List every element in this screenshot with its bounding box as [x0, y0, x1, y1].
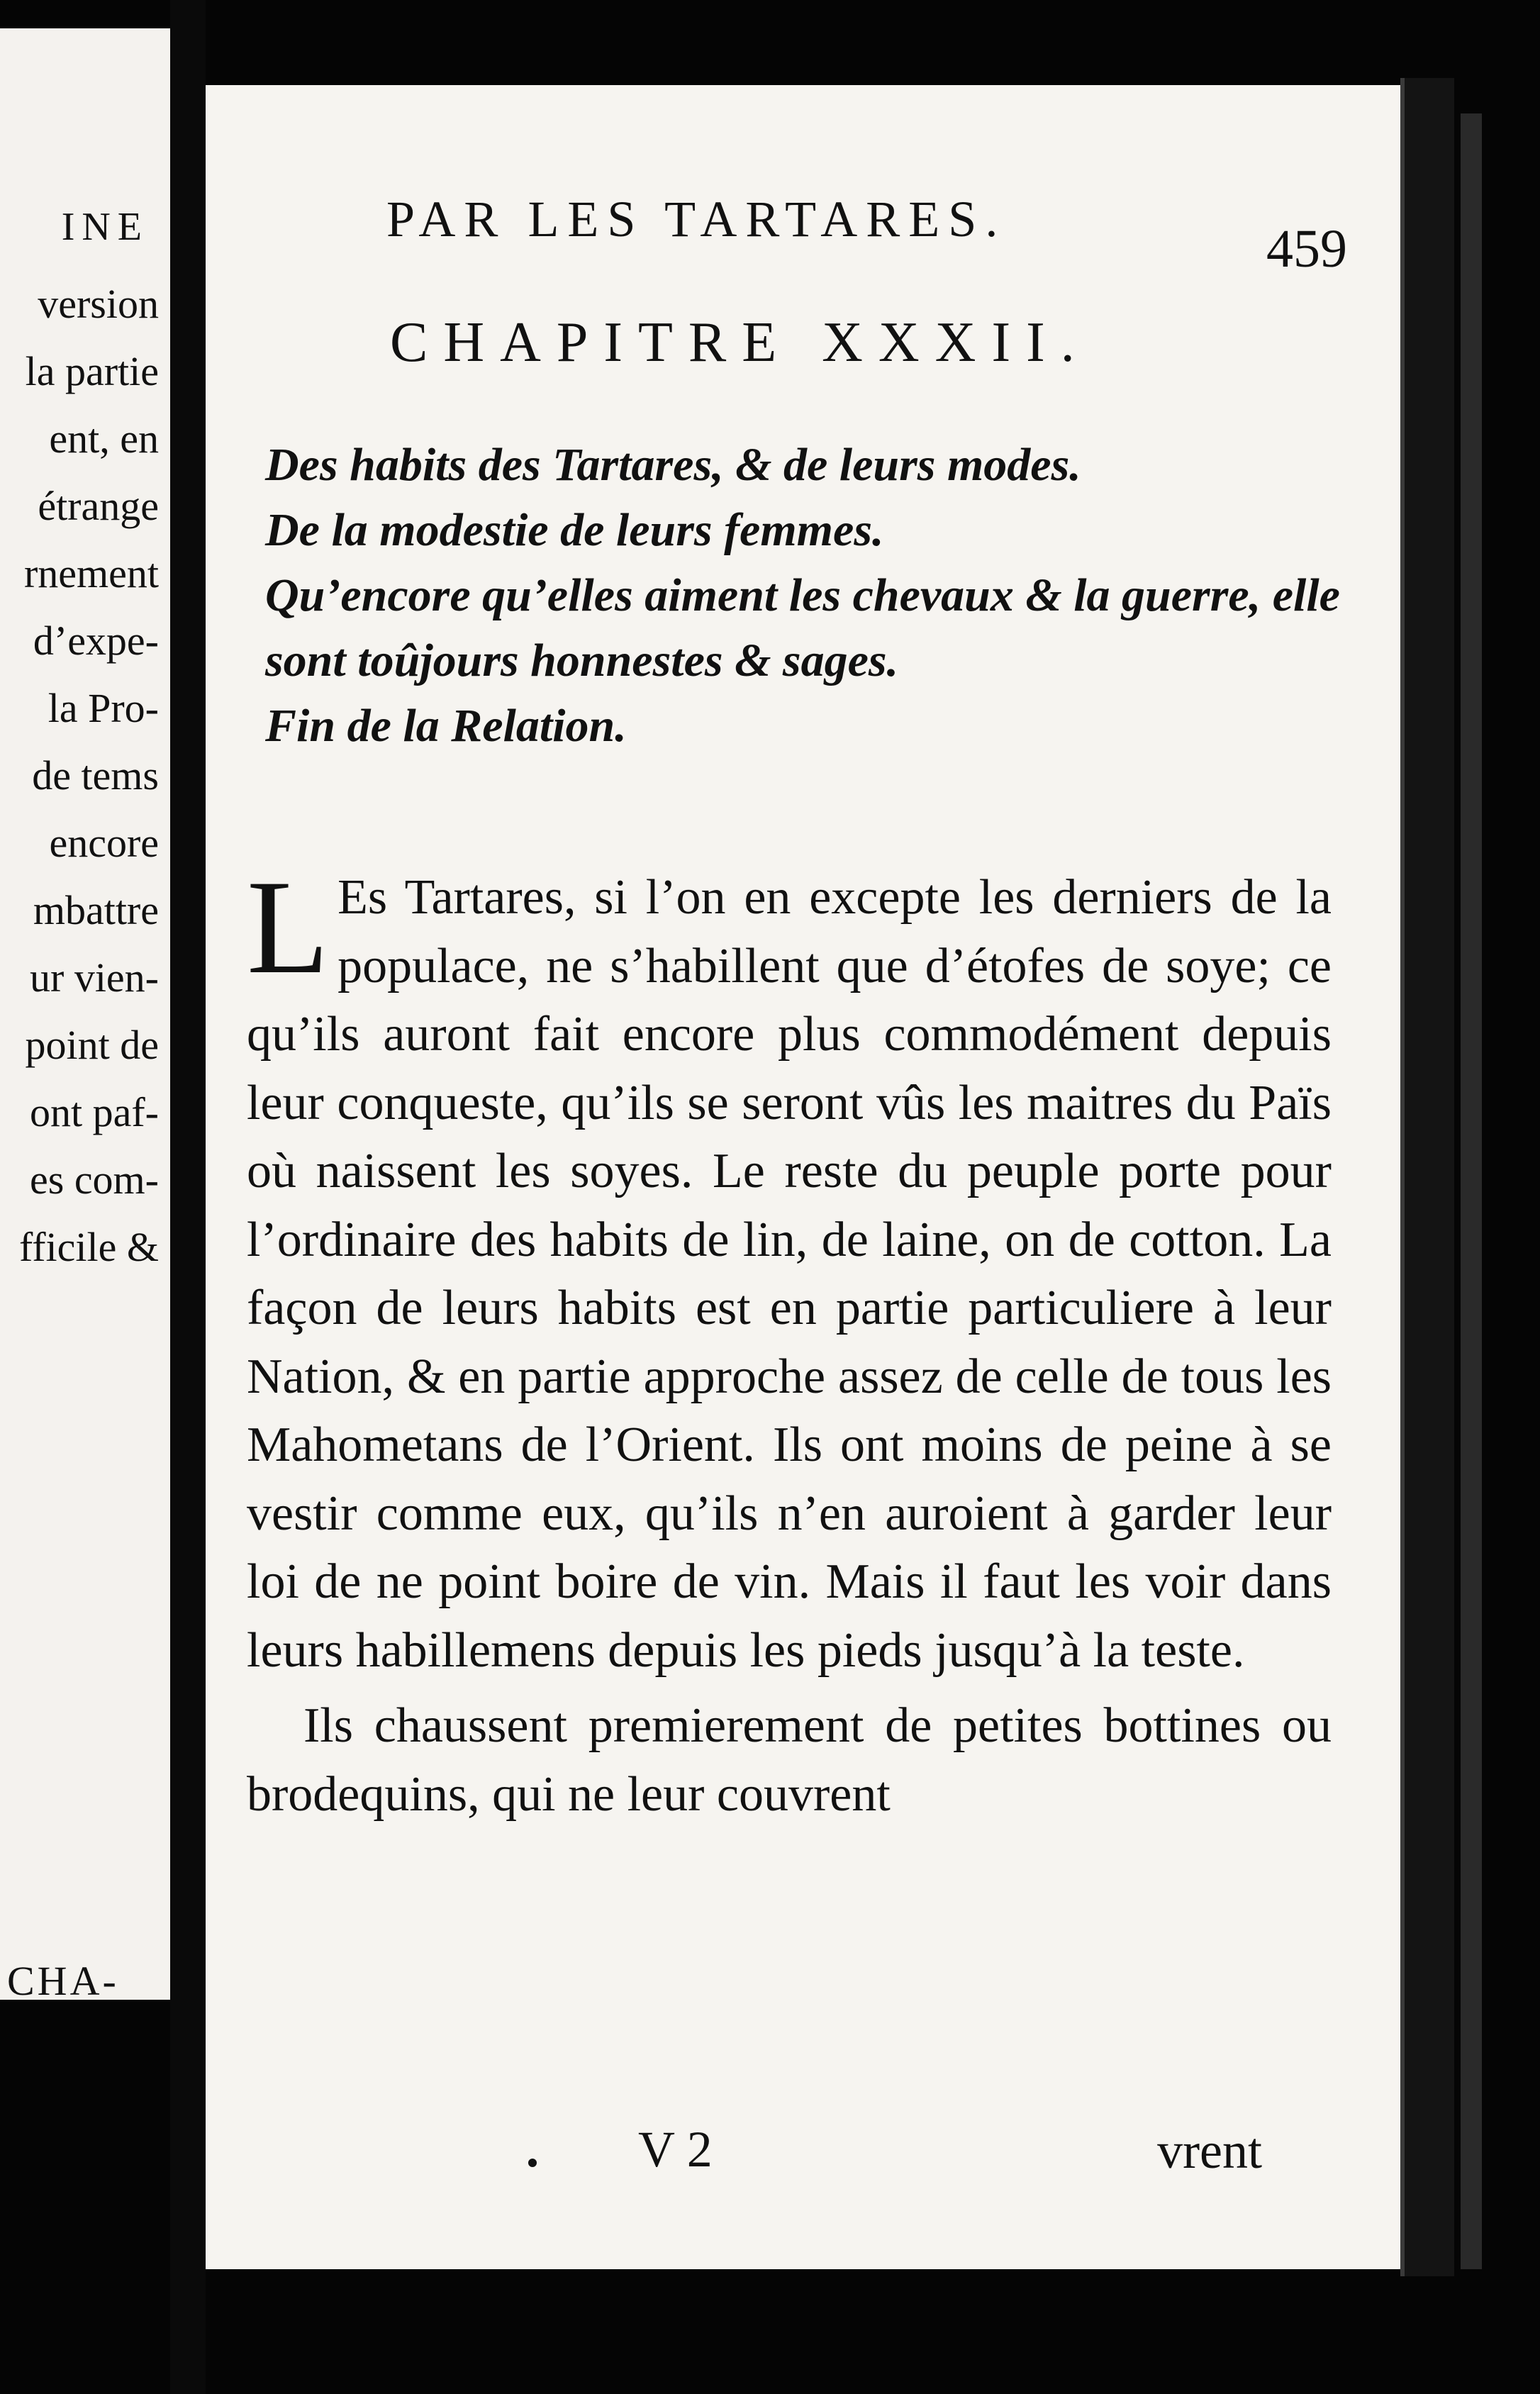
summary-entry: Qu’encore qu’elles aiment les chevaux & la guerre, elle sont toûjours honnestes & sages.: [265, 569, 1340, 686]
summary-entry: De la modestie de leurs femmes.: [265, 504, 884, 556]
catchword: vrent: [1157, 2122, 1262, 2179]
previous-page-line: étrange: [38, 483, 159, 529]
book-page: [206, 85, 1404, 2269]
page-edge: [1400, 78, 1454, 2276]
previous-page-line: de tems: [32, 752, 159, 798]
running-head: PAR LES TARTARES.: [386, 191, 1007, 247]
chapter-title: CHAPITRE XXXII.: [390, 311, 1090, 374]
paragraph: [247, 853, 1332, 1685]
previous-page-line: es com-: [30, 1157, 159, 1203]
signature-mark: V 2: [638, 2121, 713, 2178]
previous-page-line: point de: [25, 1022, 159, 1068]
paragraph-text: Es Tartares, si l’on en excepte les derniers de la populace, ne s’habillent que d’étofes de soye; ce qu’ils auront fait encore plus commodément depuis leur conqueste, qu’ils se seront vûs les maitres du Païs où naissent les soyes. Le reste du peuple porte pour l’ordinaire des habits de lin, de laine, on de cotton. La façon de leurs habits est en partie particuliere à leur Nation, & en partie approche assez de celle de tous les Mahometans de l’Orient. Ils ont moins de peine à se vestir comme eux, qu’ils n’en auroient à garder leur loi de ne point boire de vin. Mais il faut les voir dans leurs habillemens depuis les pieds jusqu’à la teste.: [247, 870, 1332, 1678]
previous-page-header: INE: [61, 205, 149, 249]
book-gutter: [170, 0, 206, 2394]
drop-cap: L: [247, 853, 330, 1002]
previous-page-line: ont paf-: [30, 1089, 159, 1135]
ink-dot: [528, 2159, 537, 2167]
previous-page: [0, 28, 177, 2000]
previous-page-line: la Pro-: [48, 685, 159, 731]
previous-page-line: fficile &: [18, 1224, 159, 1270]
chapter-summary: [265, 433, 1371, 759]
previous-page-line: mbattre: [33, 887, 159, 933]
previous-page-line: rnement: [23, 550, 159, 596]
body-text: [247, 853, 1332, 1829]
summary-entry: Fin de la Relation.: [265, 700, 627, 752]
summary-entry: Des habits des Tartares, & de leurs modes.: [265, 439, 1081, 491]
page-number: 459: [1266, 219, 1347, 279]
previous-page-line: d’expe-: [33, 618, 159, 664]
previous-page-line: encore: [49, 820, 159, 866]
previous-page-catchword: CHA-: [7, 1958, 119, 2000]
previous-page-line: version: [38, 281, 159, 327]
page-edge: [1461, 113, 1482, 2269]
previous-page-line: la partie: [25, 348, 159, 394]
previous-page-line: ent, en: [49, 416, 159, 462]
paragraph: Ils chaussent premierement de petites bottines ou brodequins, qui ne leur couvrent: [247, 1698, 1332, 1822]
previous-page-line: ur vien-: [30, 954, 159, 1001]
